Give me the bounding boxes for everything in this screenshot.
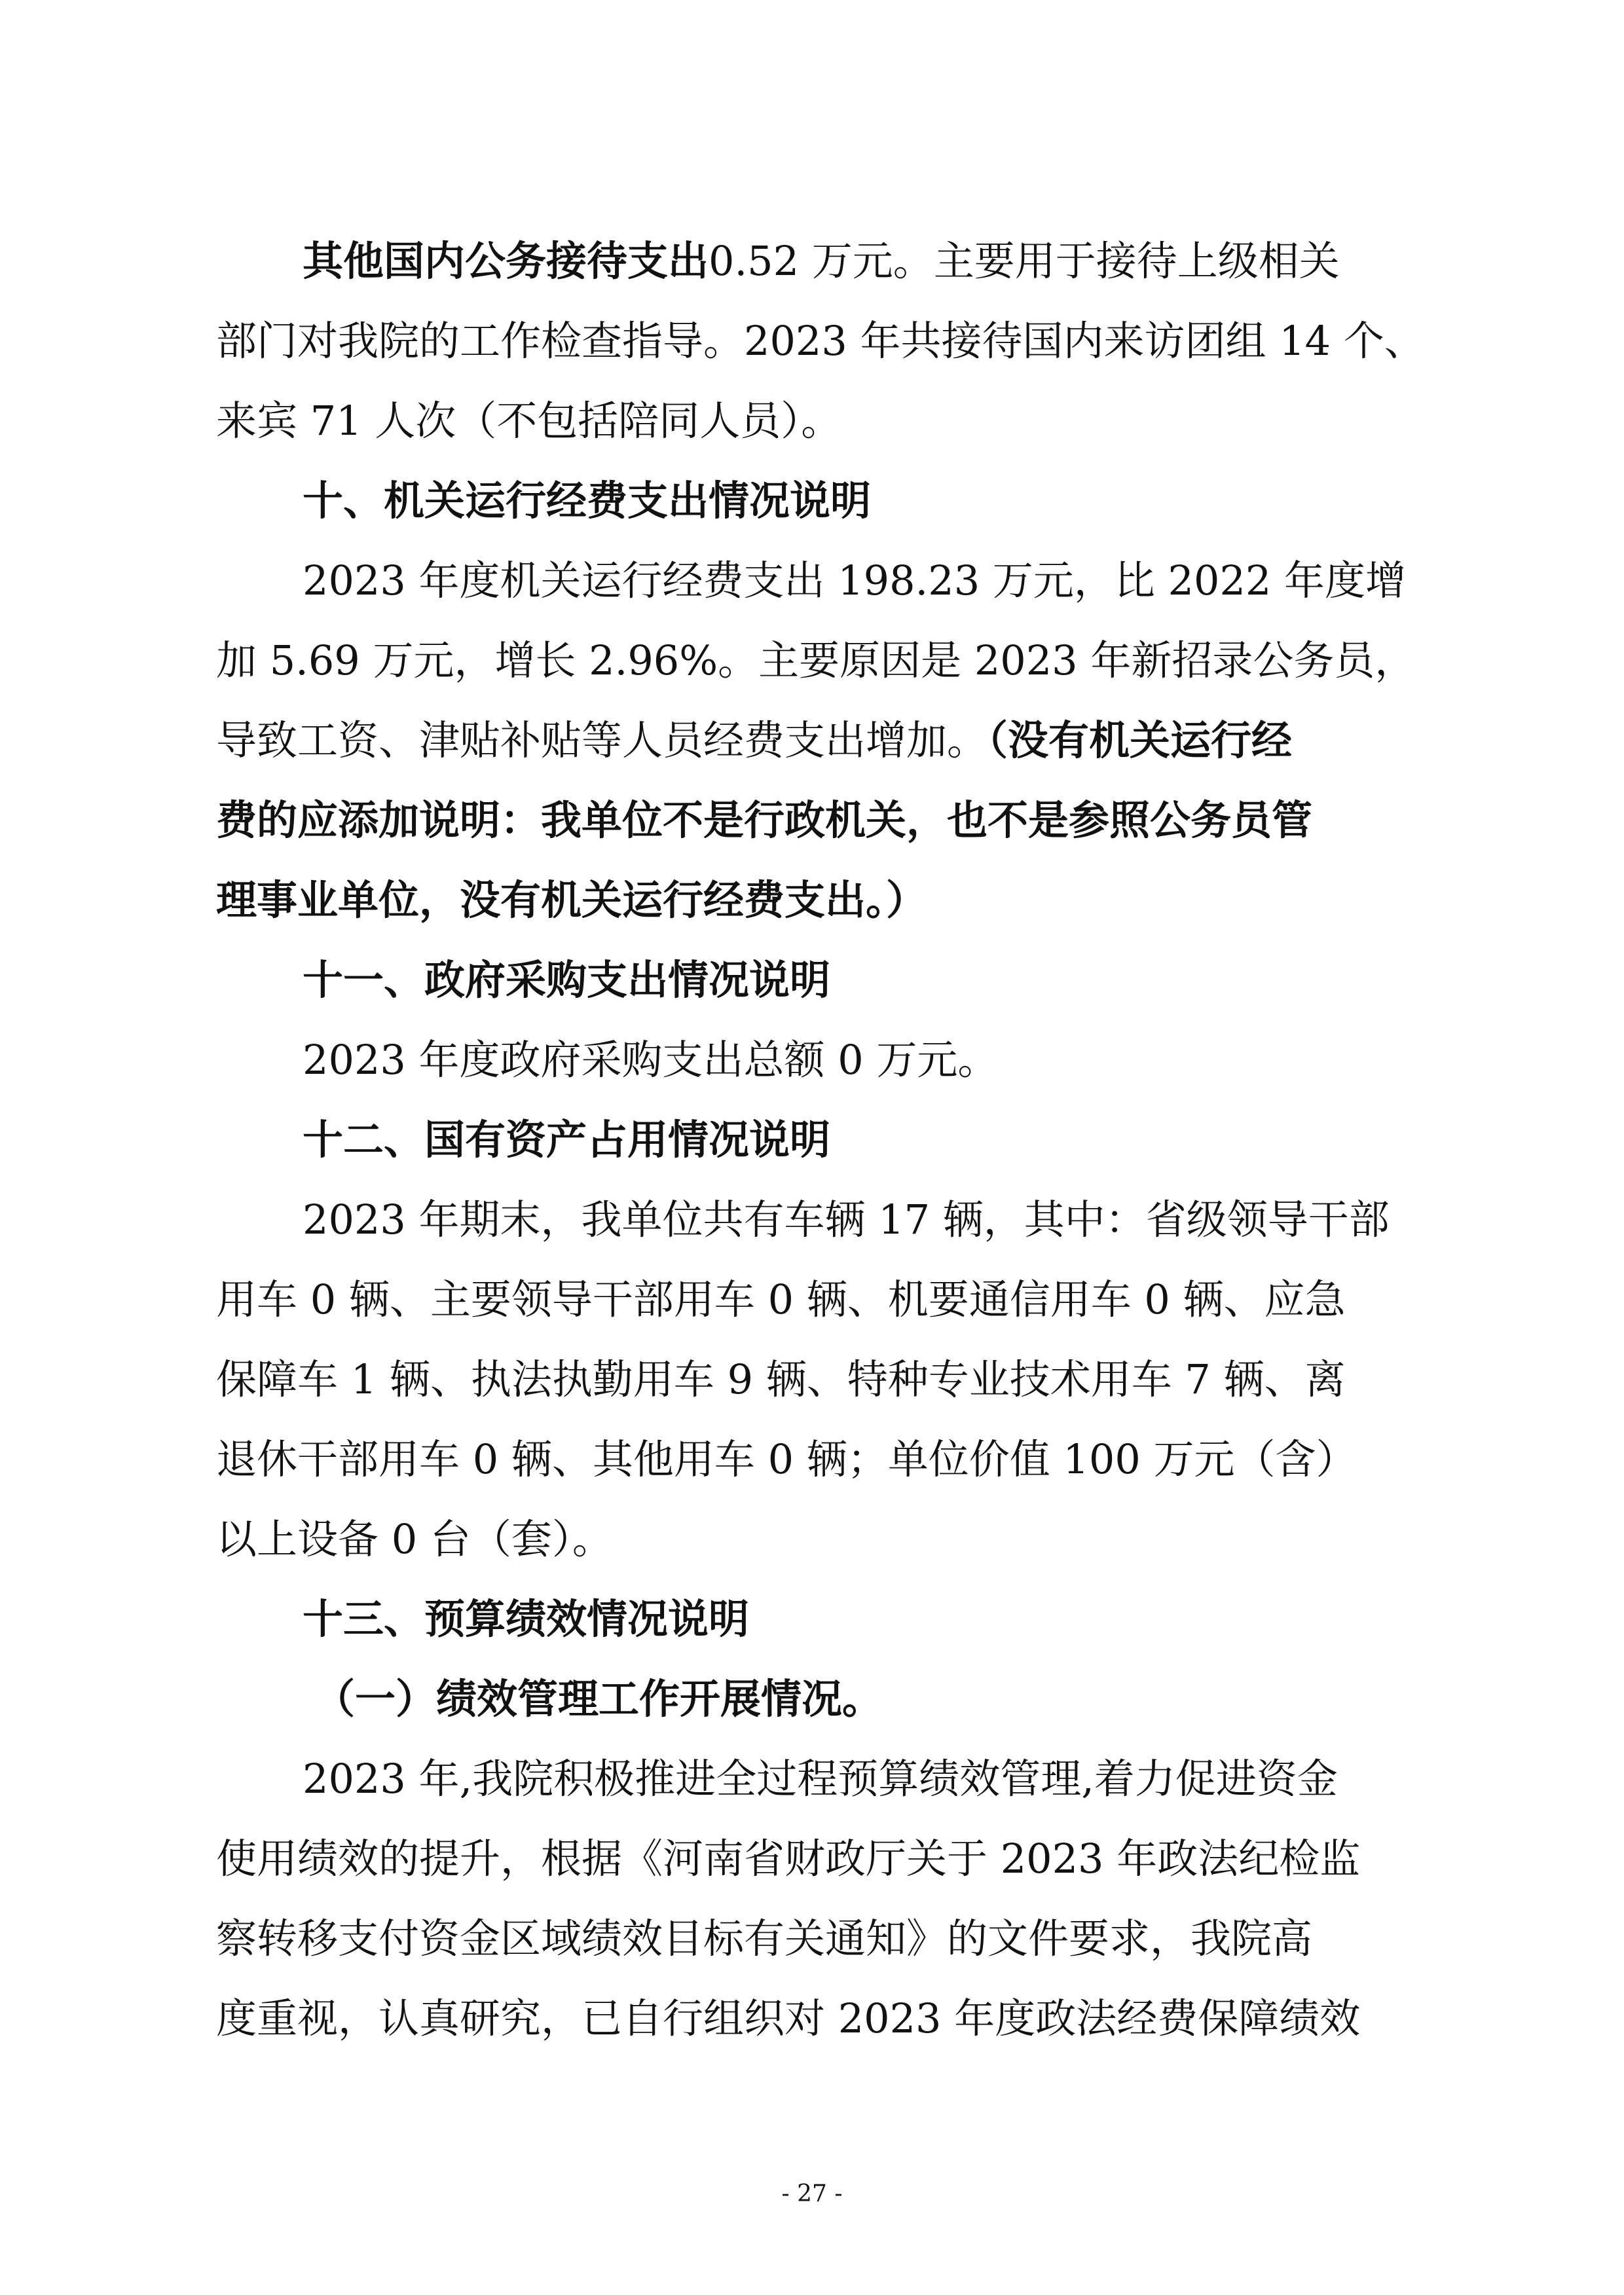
paragraph-line: 以上设备 0 台（套）。 xyxy=(216,1515,613,1563)
paragraph-line: 使用绩效的提升，根据《河南省财政厅关于 2023 年政法纪检监 xyxy=(216,1835,1361,1882)
paragraph-line-bold: 费的应添加说明：我单位不是行政机关，也不是参照公务员管 xyxy=(216,796,1313,844)
section-heading-12: 十二、国有资产占用情况说明 xyxy=(303,1116,831,1164)
paragraph-line: 察转移支付资金区域绩效目标有关通知》的文件要求，我院高 xyxy=(216,1915,1313,1962)
bold-phrase: （没有机关运行经 xyxy=(987,716,1293,764)
section-heading-10: 十、机关运行经费支出情况说明 xyxy=(303,477,872,524)
subsection-heading: （一）绩效管理工作开展情况。 xyxy=(314,1675,883,1723)
text-run: 导致工资、津贴补贴等人员经费支出增加。 xyxy=(216,716,988,764)
paragraph-line: 2023 年度政府采购支出总额 0 万元。 xyxy=(303,1036,999,1084)
section-heading-11: 十一、政府采购支出情况说明 xyxy=(303,956,831,1004)
paragraph-line: 部门对我院的工作检查指导。2023 年共接待国内来访团组 14 个、 xyxy=(216,317,1425,365)
page-number: - 27 - xyxy=(781,2180,843,2207)
paragraph-line: 2023 年度机关运行经费支出 198.23 万元，比 2022 年度增 xyxy=(303,557,1407,604)
section-heading-13: 十三、预算绩效情况说明 xyxy=(303,1595,750,1643)
paragraph-line: 用车 0 辆、主要领导干部用车 0 辆、机要通信用车 0 辆、应急 xyxy=(216,1276,1346,1323)
paragraph-line: 退休干部用车 0 辆、其他用车 0 辆；单位价值 100 万元（含） xyxy=(216,1435,1357,1483)
bold-phrase: 其他国内公务接待支出 xyxy=(303,237,709,285)
paragraph-line: 加 5.69 万元，增长 2.96%。主要原因是 2023 年新招录公务员， xyxy=(216,636,1416,684)
document-page xyxy=(216,0,1425,2295)
paragraph-line: 保障车 1 辆、执法执勤用车 9 辆、特种专业技术用车 7 辆、离 xyxy=(216,1355,1346,1403)
paragraph-line: 度重视，认真研究，已自行组织对 2023 年度政法经费保障绩效 xyxy=(216,1994,1361,2042)
paragraph-line xyxy=(303,237,1340,285)
paragraph-line-bold: 理事业单位，没有机关运行经费支出。） xyxy=(216,876,927,924)
text-run: 0.52 万元。主要用于接待上级相关 xyxy=(709,237,1340,285)
paragraph-line: 2023 年期末，我单位共有车辆 17 辆，其中：省级领导干部 xyxy=(303,1196,1390,1243)
paragraph-line xyxy=(216,716,1293,764)
paragraph-line: 来宾 71 人次（不包括陪同人员）。 xyxy=(216,397,842,445)
paragraph-line: 2023 年,我院积极推进全过程预算绩效管理,着力促进资金 xyxy=(303,1755,1338,1803)
